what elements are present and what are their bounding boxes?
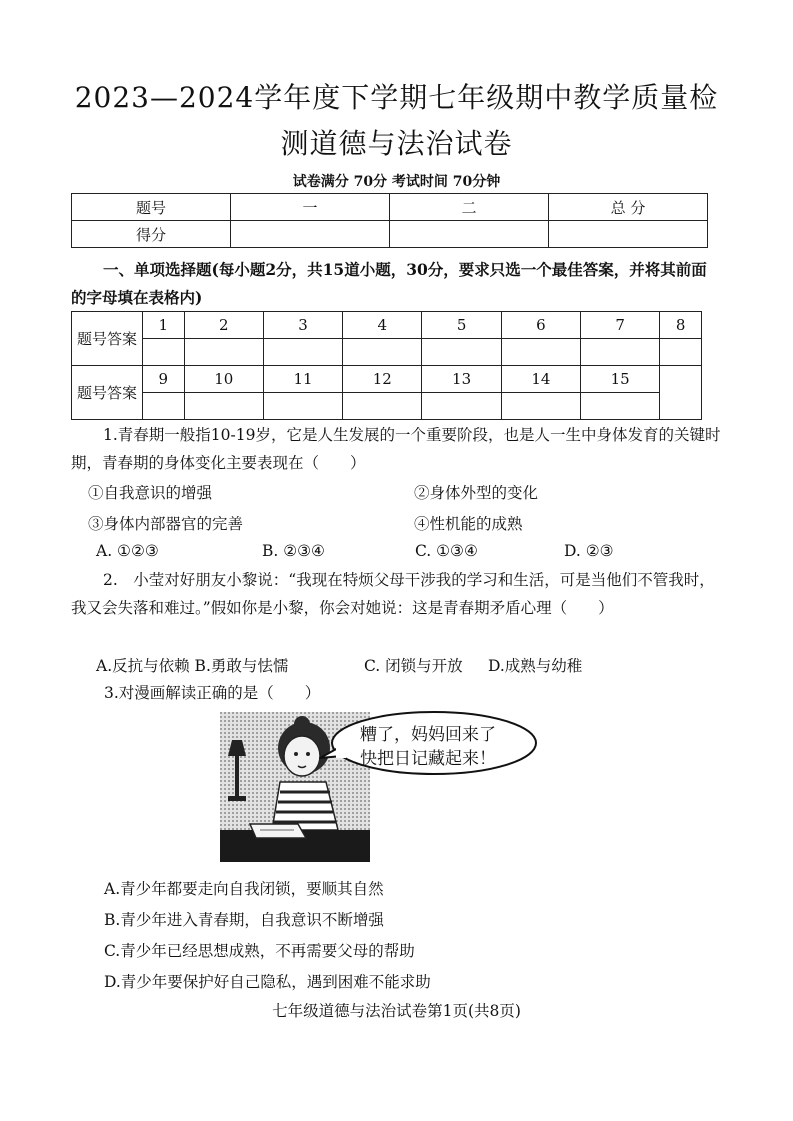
answer-number: 11 <box>263 366 342 393</box>
answer-number: 3 <box>263 312 342 339</box>
answer-table <box>71 311 702 420</box>
answer-cell[interactable] <box>184 339 263 366</box>
answer-number: 13 <box>422 366 501 393</box>
answer-cell[interactable] <box>660 339 702 366</box>
q1-item-2: ②身体外型的变化 <box>414 484 539 502</box>
question-2-stem: 2. 小莹对好朋友小黎说：“我现在特烦父母干涉我的学习和生活，可是当他们不管我时，我又会失落和难过。”假如你是小黎，你会对她说：这是青春期矛盾心理（ ） <box>71 571 715 617</box>
answer-cell[interactable] <box>422 339 501 366</box>
score-cell-total[interactable] <box>549 221 708 248</box>
q1-option-a[interactable]: A. ①②③ <box>96 542 159 560</box>
answer-number: 8 <box>660 312 702 339</box>
q3-option-b[interactable]: B.青少年进入青春期，自我意识不断增强 <box>104 911 384 929</box>
answer-number: 9 <box>143 366 185 393</box>
q3-option-a[interactable]: A.青少年都要走向自我闭锁，要顺其自然 <box>104 880 384 898</box>
exam-title-line1: 2023—2024学年度下学期七年级期中教学质量检 <box>74 81 719 114</box>
answer-empty-cell <box>660 366 702 420</box>
score-cell-part2[interactable] <box>390 221 549 248</box>
answer-cell[interactable] <box>263 339 342 366</box>
score-row-label: 得分 <box>72 221 231 248</box>
score-header-number: 题号 <box>72 194 231 221</box>
section-one-instructions: 一、单项选择题(每小题2分，共15道小题，30分，要求只选一个最佳答案，并将其前面的字母填在表格内) <box>71 260 707 307</box>
answer-cell[interactable] <box>501 393 580 420</box>
answer-cell[interactable] <box>422 393 501 420</box>
answer-cell[interactable] <box>343 393 422 420</box>
q3-option-d[interactable]: D.青少年要保护好自己隐私，遇到困难不能求助 <box>104 973 431 991</box>
page-footer: 七年级道德与法治试卷第1页(共8页) <box>272 1002 521 1020</box>
exam-title-line2: 测道德与法治试卷 <box>280 127 513 160</box>
question-1-stem: 1.青春期一般指10-19岁，它是人生发展的一个重要阶段，也是人一生中身体发育的关键时期，青春期的身体变化主要表现在（ ） <box>71 426 721 472</box>
q1-item-1: ①自我意识的增强 <box>88 484 213 502</box>
answer-label-2: 题号答案 <box>72 366 143 420</box>
answer-number: 2 <box>184 312 263 339</box>
answer-number: 1 <box>143 312 185 339</box>
answer-number: 10 <box>184 366 263 393</box>
answer-number: 12 <box>343 366 422 393</box>
answer-number: 14 <box>501 366 580 393</box>
bubble-text-line1: 糟了，妈妈回来了 <box>360 725 496 745</box>
answer-cell[interactable] <box>501 339 580 366</box>
score-cell-part1[interactable] <box>231 221 390 248</box>
q2-option-c[interactable]: C. 闭锁与开放 <box>364 657 463 675</box>
q2-option-ab[interactable]: A.反抗与依赖 B.勇敢与怯懦 <box>96 657 289 675</box>
bubble-text-line2: 快把日记藏起来！ <box>360 749 496 769</box>
answer-number: 4 <box>343 312 422 339</box>
q1-option-d[interactable]: D. ②③ <box>564 542 614 560</box>
q1-option-c[interactable]: C. ①③④ <box>415 542 478 560</box>
answer-number: 6 <box>501 312 580 339</box>
answer-number: 15 <box>581 366 660 393</box>
score-header-total: 总 分 <box>549 194 708 221</box>
score-table <box>71 193 708 248</box>
answer-label-1: 题号答案 <box>72 312 143 366</box>
q1-item-3: ③身体内部器官的完善 <box>88 515 244 533</box>
q1-option-b[interactable]: B. ②③④ <box>262 542 325 560</box>
answer-cell[interactable] <box>343 339 422 366</box>
q2-option-d[interactable]: D.成熟与幼稚 <box>488 657 583 675</box>
q3-option-c[interactable]: C.青少年已经思想成熟，不再需要父母的帮助 <box>104 942 415 960</box>
exam-subtitle: 试卷满分 70分 考试时间 70分钟 <box>292 174 501 190</box>
q1-item-4: ④性机能的成熟 <box>414 515 523 533</box>
score-header-part2: 二 <box>390 194 549 221</box>
answer-cell[interactable] <box>581 339 660 366</box>
answer-cell[interactable] <box>143 339 185 366</box>
answer-number: 5 <box>422 312 501 339</box>
score-header-part1: 一 <box>231 194 390 221</box>
answer-cell[interactable] <box>581 393 660 420</box>
answer-cell[interactable] <box>143 393 185 420</box>
question-3-stem: 3.对漫画解读正确的是（ ） <box>104 684 321 702</box>
answer-cell[interactable] <box>184 393 263 420</box>
answer-cell[interactable] <box>263 393 342 420</box>
answer-number: 7 <box>581 312 660 339</box>
